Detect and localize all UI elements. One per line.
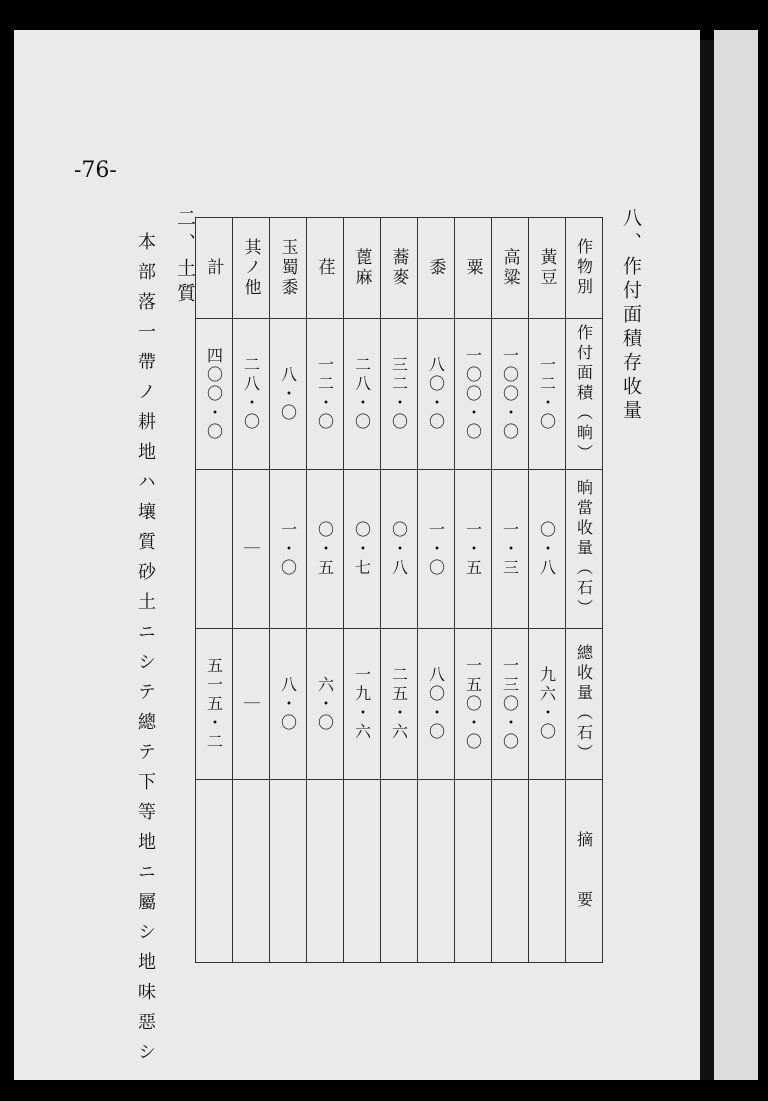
- crop-name-cell: 黍: [418, 218, 455, 319]
- yield-cell: 一・〇: [270, 470, 307, 629]
- yield-cell: 〇・五: [307, 470, 344, 629]
- yield-cell: ｜: [233, 470, 270, 629]
- yield-cell: 一・五: [455, 470, 492, 629]
- note-cell: [455, 780, 492, 963]
- note-cell: [529, 780, 566, 963]
- total-cell: ｜: [233, 629, 270, 780]
- yield-cell: 〇・七: [344, 470, 381, 629]
- crop-table: [195, 217, 603, 963]
- crop-name-cell: 計: [196, 218, 233, 319]
- note-cell: [344, 780, 381, 963]
- yield-cell: [196, 470, 233, 629]
- area-cell: 一〇〇・〇: [492, 319, 529, 470]
- yield-column-header: 晌當收量（石）: [566, 470, 603, 629]
- note-cell: [233, 780, 270, 963]
- area-cell: 三二・〇: [381, 319, 418, 470]
- crop-name-cell: 粟: [455, 218, 492, 319]
- area-cell: 一二・〇: [529, 319, 566, 470]
- yield-cell: 一・〇: [418, 470, 455, 629]
- area-cell: 二八・〇: [344, 319, 381, 470]
- total-cell: 九六・〇: [529, 629, 566, 780]
- page-edge: [714, 30, 758, 1080]
- crop-name-cell: 蕎麥: [381, 218, 418, 319]
- yield-cell: 〇・八: [529, 470, 566, 629]
- total-cell: 八・〇: [270, 629, 307, 780]
- crop-column-header: 作物別: [566, 218, 603, 319]
- area-cell: 八〇・〇: [418, 319, 455, 470]
- page-number: -76-: [74, 158, 117, 183]
- crop-name-cell: 高粱: [492, 218, 529, 319]
- section-title: 八、作付面積存收量: [620, 208, 642, 424]
- total-cell: 八〇・〇: [418, 629, 455, 780]
- note-cell: [196, 780, 233, 963]
- note-cell: [270, 780, 307, 963]
- total-cell: 一三〇・〇: [492, 629, 529, 780]
- crop-name-cell: 玉蜀黍: [270, 218, 307, 319]
- subsection-title: 二、土質: [174, 208, 196, 308]
- note-cell: [307, 780, 344, 963]
- area-cell: 二八・〇: [233, 319, 270, 470]
- total-cell: 一五〇・〇: [455, 629, 492, 780]
- total-cell: 五一五・二: [196, 629, 233, 780]
- yield-cell: 一・三: [492, 470, 529, 629]
- note-cell: [418, 780, 455, 963]
- note-cell: [492, 780, 529, 963]
- area-column-header: 作付面積（晌）: [566, 319, 603, 470]
- total-cell: 二五・六: [381, 629, 418, 780]
- body-paragraph: 本部落一帶ノ耕地ハ壤質砂土ニシテ總テ下等地ニ屬シ地味惡シ: [135, 232, 156, 1072]
- total-cell: 六・〇: [307, 629, 344, 780]
- note-column-header: 摘 要: [566, 780, 603, 963]
- crop-name-cell: 蓖麻: [344, 218, 381, 319]
- crop-name-cell: 黃豆: [529, 218, 566, 319]
- area-cell: 一二・〇: [307, 319, 344, 470]
- crop-name-cell: 荏: [307, 218, 344, 319]
- area-cell: 四〇〇・〇: [196, 319, 233, 470]
- book-spine: [700, 40, 714, 1080]
- note-cell: [381, 780, 418, 963]
- area-cell: 一〇〇・〇: [455, 319, 492, 470]
- total-column-header: 總收量（石）: [566, 629, 603, 780]
- yield-cell: 〇・八: [381, 470, 418, 629]
- area-cell: 八・〇: [270, 319, 307, 470]
- crop-name-cell: 其ノ他: [233, 218, 270, 319]
- total-cell: 一九・六: [344, 629, 381, 780]
